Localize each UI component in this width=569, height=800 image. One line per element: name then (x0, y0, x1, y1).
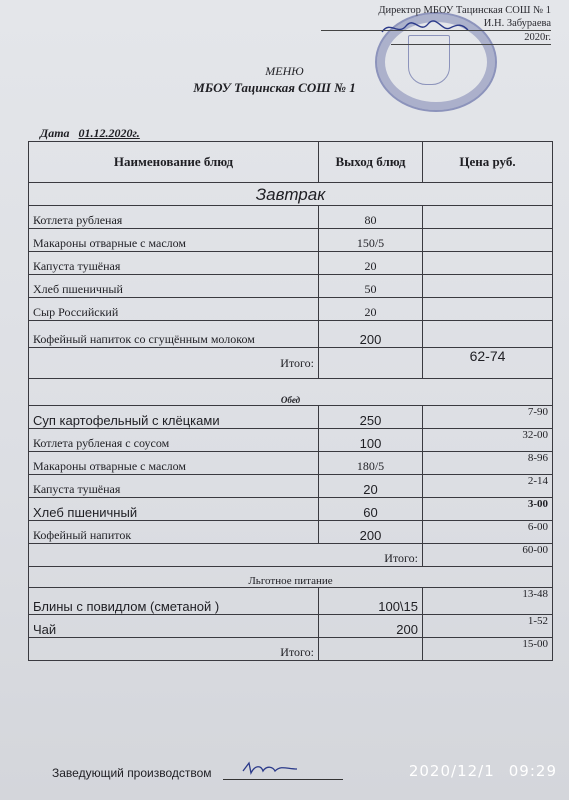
total-label: Итого: (29, 544, 423, 567)
table-row (29, 498, 553, 521)
table-row (29, 206, 553, 229)
total-row (29, 348, 553, 379)
table-row (29, 429, 553, 452)
dish-output: 20 (319, 298, 423, 321)
dish-output: 20 (319, 252, 423, 275)
manager-signature-mark (241, 761, 301, 777)
section-benefit: Льготное питание (29, 567, 553, 588)
total-output-empty (319, 348, 423, 379)
manager-signature (223, 765, 343, 780)
dish-price: 8-96 (423, 452, 553, 475)
dish-output: 180/5 (319, 452, 423, 475)
school-name: МБОУ Тацинская СОШ № 1 (193, 80, 356, 95)
date-line (40, 126, 140, 141)
table-row (29, 406, 553, 429)
dish-output: 100\15 (319, 588, 423, 615)
approval-line-2: И.Н. Забураева (321, 17, 551, 31)
total-price: 62-74 (423, 348, 553, 379)
col-header-price: Цена руб. (423, 142, 553, 183)
table-header-row (29, 142, 553, 183)
total-label: Итого: (29, 348, 319, 379)
dish-price: 2-14 (423, 475, 553, 498)
timestamp-date: 2020/12/1 (408, 762, 495, 780)
dish-output: 250 (319, 406, 423, 429)
dish-price (423, 298, 553, 321)
dish-output: 200 (319, 615, 423, 638)
dish-price (423, 229, 553, 252)
dish-price (423, 321, 553, 348)
dish-output: 80 (319, 206, 423, 229)
dish-name: Котлета рубленая (29, 206, 319, 229)
photo-timestamp (409, 762, 557, 780)
dish-price: 6-00 (423, 521, 553, 544)
footer-signature-line (52, 765, 343, 780)
section-lunch: Обед (29, 379, 553, 406)
table-row (29, 252, 553, 275)
dish-price: 1-52 (423, 615, 553, 638)
dish-name: Котлета рубленая с соусом (29, 429, 319, 452)
dish-name: Капуста тушёная (29, 475, 319, 498)
section-breakfast: Завтрак (29, 183, 553, 206)
footer-label: Заведующий производством (52, 766, 212, 780)
dish-output: 50 (319, 275, 423, 298)
total-label: Итого: (29, 638, 319, 661)
dish-name: Сыр Российский (29, 298, 319, 321)
dish-output: 200 (319, 521, 423, 544)
dish-name: Блины с повидлом (сметаной ) (29, 588, 319, 615)
approval-block (321, 4, 551, 45)
menu-table (28, 141, 553, 661)
total-price: 15-00 (423, 638, 553, 661)
total-output-empty (319, 638, 423, 661)
table-row (29, 521, 553, 544)
table-row (29, 298, 553, 321)
table-row (29, 615, 553, 638)
dish-output: 60 (319, 498, 423, 521)
table-row (29, 452, 553, 475)
dish-price: 3-00 (423, 498, 553, 521)
dish-price (423, 252, 553, 275)
total-row (29, 638, 553, 661)
total-price: 60-00 (423, 544, 553, 567)
timestamp-time: 09:29 (508, 762, 557, 780)
dish-output: 150/5 (319, 229, 423, 252)
table-row (29, 588, 553, 615)
dish-output: 200 (319, 321, 423, 348)
dish-output: 20 (319, 475, 423, 498)
table-row (29, 229, 553, 252)
dish-output: 100 (319, 429, 423, 452)
table-row (29, 475, 553, 498)
dish-name: Капуста тушёная (29, 252, 319, 275)
table-row (29, 275, 553, 298)
date-label: Дата (40, 126, 70, 140)
col-header-output: Выход блюд (319, 142, 423, 183)
dish-name: Суп картофельный с клёцками (29, 406, 319, 429)
approval-line-1: Директор МБОУ Тацинская СОШ № 1 (378, 5, 551, 16)
table-row (29, 321, 553, 348)
approval-line-3: 2020г. (391, 31, 551, 45)
dish-name: Кофейный напиток (29, 521, 319, 544)
dish-name: Хлеб пшеничный (29, 275, 319, 298)
menu-title: МЕНЮ (265, 64, 304, 78)
dish-price: 7-90 (423, 406, 553, 429)
dish-name: Кофейный напиток со сгущённым молоком (29, 321, 319, 348)
dish-name: Чай (29, 615, 319, 638)
dish-price (423, 206, 553, 229)
dish-name: Макароны отварные с маслом (29, 452, 319, 475)
dish-name: Макароны отварные с маслом (29, 229, 319, 252)
total-row (29, 544, 553, 567)
col-header-name: Наименование блюд (29, 142, 319, 183)
dish-price: 32-00 (423, 429, 553, 452)
dish-price: 13-48 (423, 588, 553, 615)
dish-name: Хлеб пшеничный (29, 498, 319, 521)
dish-price (423, 275, 553, 298)
date-value: 01.12.2020г. (78, 126, 140, 140)
